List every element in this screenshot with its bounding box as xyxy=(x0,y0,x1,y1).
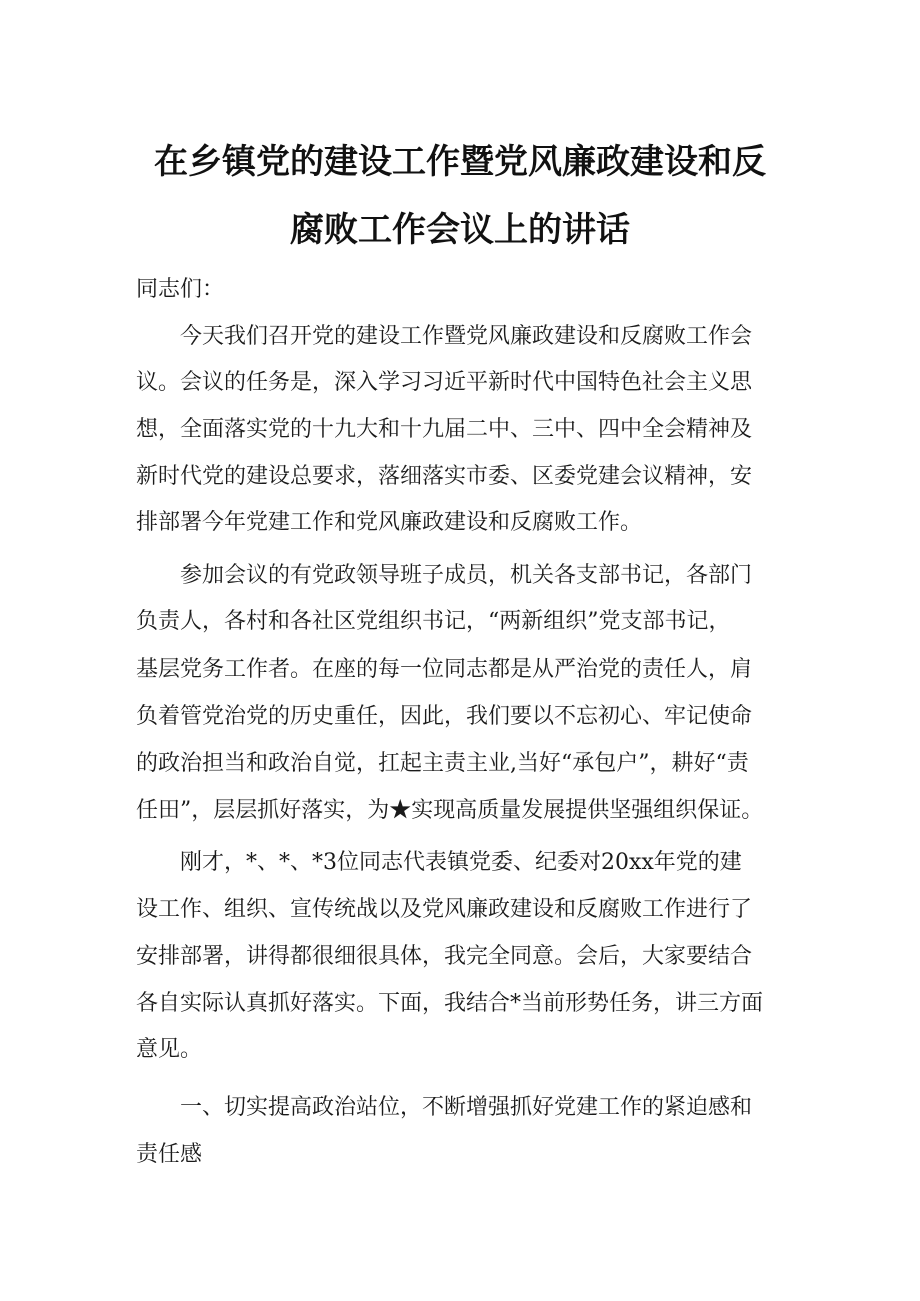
body-line: 负着管党治党的历史重任，因此，我们要以不忘初心、牢记使命 xyxy=(136,704,753,729)
body-line: 参加会议的有党政领导班子成员，机关各支部书记，各部门 xyxy=(180,563,753,588)
body-line: 各自实际认真抓好落实。下面，我结合*当前形势任务，讲三方面 xyxy=(136,991,764,1016)
body-line: 今天我们召开党的建设工作暨党风廉政建设和反腐败工作会 xyxy=(180,324,753,349)
body-line: 新时代党的建设总要求，落细落实市委、区委党建会议精神，安 xyxy=(136,464,753,489)
body-line: 安排部署，讲得都很细很具体，我完全同意。会后，大家要结合 xyxy=(136,944,753,969)
section-heading: 责任感 xyxy=(136,1142,203,1167)
body-line: 想，全面落实党的十九大和十九届二中、三中、四中全会精神及 xyxy=(136,417,753,442)
body-line: 的政治担当和政治自觉，扛起主责主业,当好“承包户”，耕好“责 xyxy=(136,751,749,776)
salutation: 同志们： xyxy=(136,277,225,302)
body-line: 议。会议的任务是，深入学习习近平新时代中国特色社会主义思 xyxy=(136,370,753,395)
body-line: 意见。 xyxy=(136,1037,203,1062)
section-heading: 一、切实提高政治站位，不断增强抓好党建工作的紧迫感和 xyxy=(180,1095,753,1120)
document-title-line-2: 腐败工作会议上的讲话 xyxy=(290,210,630,250)
body-line: 排部署今年党建工作和党风廉政建设和反腐败工作。 xyxy=(136,510,643,535)
body-line: 刚才，*、*、*3位同志代表镇党委、纪委对20xx年党的建 xyxy=(180,850,742,875)
body-line: 基层党务工作者。在座的每一位同志都是从严治党的责任人，肩 xyxy=(136,657,753,682)
body-line: 任田”，层层抓好落实，为★实现高质量发展提供坚强组织保证。 xyxy=(136,798,764,823)
document-title-line-1: 在乡镇党的建设工作暨党风廉政建设和反 xyxy=(154,142,766,182)
body-line: 负责人，各村和各社区党组织书记，“两新组织”党支部书记， xyxy=(136,609,731,634)
body-line: 设工作、组织、宣传统战以及党风廉政建设和反腐败工作进行了 xyxy=(136,897,753,922)
